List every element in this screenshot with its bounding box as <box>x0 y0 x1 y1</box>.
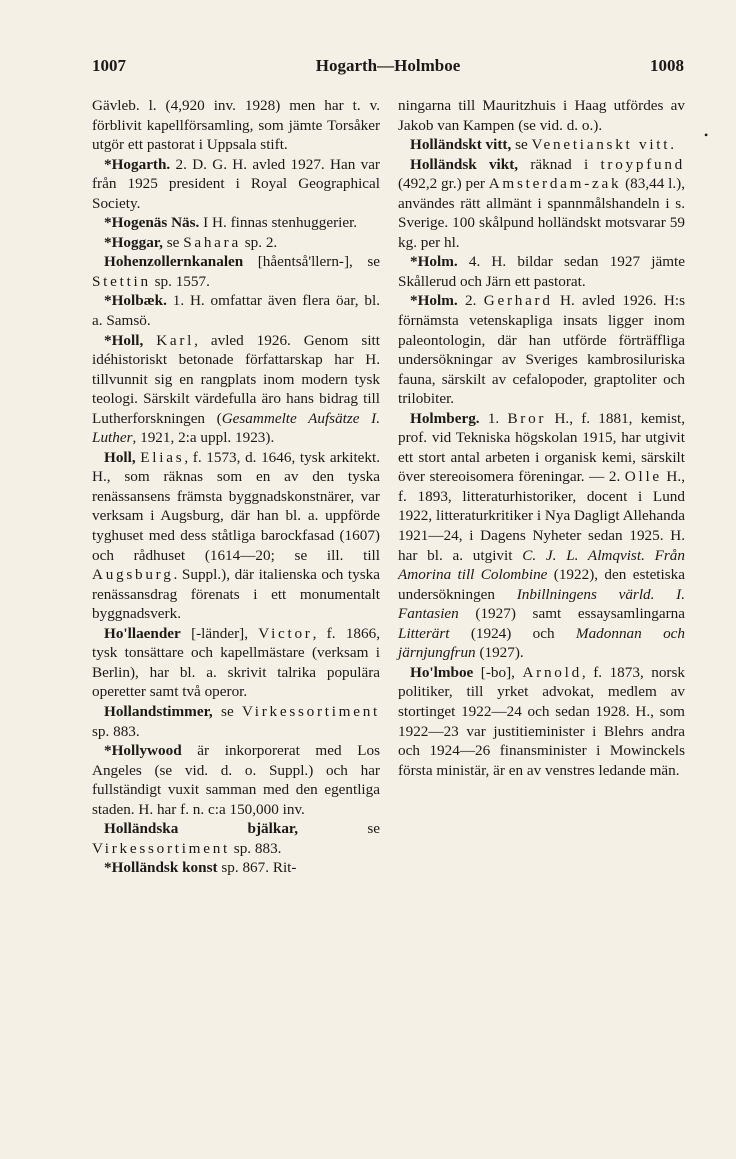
entry-text: Sahara <box>183 233 241 251</box>
entry-text: Gesammelte Aufsätze I. Luther <box>92 409 380 447</box>
entry-text: sp. 883. <box>92 722 140 740</box>
entry-text: se <box>162 233 184 251</box>
entry-headword: Holl, <box>104 448 136 466</box>
entry-text: Karl <box>156 331 195 349</box>
page-number-right: 1008 <box>650 56 684 75</box>
entry-headword: *Hogarth. <box>104 155 171 173</box>
margin-dot: • <box>704 128 709 142</box>
entry-text: se <box>212 702 242 720</box>
dictionary-entry <box>398 663 685 780</box>
entry-text: [-bo], <box>473 663 523 681</box>
dictionary-entry <box>398 291 685 408</box>
entry-text: (83,44 l.), användes rätt allmänt i spannmålshandeln i s. Sverige. 100 skålpund holländskt motsvarar 59 kg. per hl. <box>398 175 685 251</box>
dictionary-entry <box>92 213 380 233</box>
entry-text: , f. 1573, d. 1646, tysk arkitekt. H., som räknas som en av den tyska renässansens främsta byggnadskonstnärer, var verksam i Augsburg, där han bl. a. uppförde tyghuset med dess ståtliga barockfasad (1607) och rådhuset (1614—20; se ill. till <box>92 448 381 564</box>
entry-text: (1927). <box>475 644 524 662</box>
entry-text: , 1921, 2:a uppl. 1923). <box>132 429 275 447</box>
entry-text: är inkorporerat med Los Angeles (se vid. d. o. Suppl.) och har fullständigt vuxit samman med den egentliga staden. H. har f. n. c:a 150,000 inv. <box>92 742 380 818</box>
entry-headword: Holländskt vitt, <box>410 136 512 154</box>
entry-text: C. J. L. Almqvist. Från Amorina till Colombine <box>398 546 685 584</box>
entry-text: Bror <box>507 409 547 427</box>
entry-text: Olle <box>624 468 662 486</box>
entry-headword: Hollandstimmer, <box>104 702 213 720</box>
entry-text: se <box>511 136 532 154</box>
entry-text: Augsburg <box>92 566 174 584</box>
entry-text: Virkessortiment <box>92 839 230 857</box>
entry-text: H. avled 1926. H:s förnämsta vetenskapliga insats ligger inom paleontologin, där han utförde förträffliga undersökningar av Sveriges kambrosiluriska fauna, särskilt av cefalopoder, graptoliter och trilobiter. <box>398 292 685 408</box>
entry-headword: *Holm. <box>410 253 458 271</box>
entry-headword: *Holbæk. <box>104 292 167 310</box>
entry-text: sp. 1557. <box>150 272 210 290</box>
dictionary-entry <box>398 96 685 135</box>
entry-text: 2. <box>457 292 484 310</box>
entry-text: (1922), den estetiska undersökningen <box>398 566 685 603</box>
entry-text: , f. 1873, norsk politiker, till yrket advokat, medlem av stortinget 1922—24 och sedan 1928. H., som 1922—23 var justitieminister i Blehrs andra och 1924—26 finansminister i Mowinckels första ministär, är en av venstres ledande män. <box>398 663 685 779</box>
dictionary-entry <box>92 233 380 253</box>
entry-text: sp. 867. Rit- <box>217 859 297 877</box>
entry-headword: Holländska bjälkar, <box>104 820 299 838</box>
dictionary-entry <box>92 291 380 330</box>
dictionary-entry <box>92 624 380 702</box>
entry-text: Victor <box>258 624 313 642</box>
entry-headword: Ho'lmboe <box>410 663 474 681</box>
entry-text: . <box>670 136 675 154</box>
dictionary-entry <box>398 409 685 663</box>
dictionary-entry <box>92 448 380 624</box>
entry-text: Stettin <box>92 272 151 290</box>
page-number-left: 1007 <box>92 56 126 75</box>
entry-headword: Hohenzollernkanalen <box>104 253 244 271</box>
dictionary-entry <box>92 702 380 741</box>
entry-text: Litterärt <box>398 624 450 642</box>
entry-text: 1. H. omfattar även flera öar, bl. a. Samsö. <box>92 292 380 330</box>
entry-text: Inbillningens värld. I. Fantasien <box>398 585 686 623</box>
entry-text: (1924) och <box>449 624 576 642</box>
entry-text <box>143 332 156 349</box>
entry-text: (492,2 gr.) per <box>398 175 489 193</box>
entry-text: I H. finnas stenhuggerier. <box>199 214 358 232</box>
dictionary-entry <box>92 155 380 214</box>
entry-text: Gerhard <box>483 292 553 310</box>
entry-headword: Holländsk vikt, <box>410 155 519 173</box>
entry-text: troypfund <box>600 155 685 173</box>
entry-text: Amsterdam-zak <box>488 175 622 193</box>
dictionary-entry <box>92 741 380 819</box>
entry-text: , f. 1866, tysk tonsättare och kapellmästare (verksam i Berlin), har bl. a. skrivit talrika populära operetter samt två operor. <box>92 624 380 701</box>
running-title: Hogarth—Holmboe <box>315 56 461 75</box>
right-column <box>398 96 685 780</box>
entry-text: räknad i <box>518 155 601 173</box>
page-header <box>92 56 684 84</box>
entry-text: Madonnan och järnjungfrun <box>398 624 685 662</box>
dictionary-entry <box>92 252 380 291</box>
entry-text: sp. 883. <box>230 839 282 857</box>
entry-text: Elias <box>140 448 185 466</box>
entry-text: [håentså'llern-], se <box>243 253 380 271</box>
entry-text: Arnold <box>522 663 582 681</box>
entry-text: 1. <box>479 409 508 427</box>
entry-text: H., f. 1881, kemist, prof. vid Tekniska högskolan 1915, har utgivit ett stort antal arbeten i organisk kemi, särskilt över stereoisomera föreningar. — 2. <box>398 409 685 486</box>
entry-headword: *Holländsk konst <box>104 859 218 877</box>
entry-headword: *Hogenäs Näs. <box>104 214 200 232</box>
entry-headword: *Holm. <box>410 292 458 310</box>
entry-headword: Holmberg. <box>410 409 480 427</box>
entry-text: sp. 2. <box>240 233 278 251</box>
entry-headword: *Holl, <box>104 331 144 349</box>
dictionary-entry <box>398 252 685 291</box>
entry-headword: *Hollywood <box>104 742 182 760</box>
entry-text: [-länder], <box>180 624 259 642</box>
entry-text: Venetianskt vitt <box>531 136 671 154</box>
entry-text: H., f. 1893, litteraturhistoriker, docent i Lund 1922, litteraturkritiker i Nya Dagligt Allehanda 1921—24, i Dagens Nyheter sedan 1925. H. har bl. a. utgivit <box>398 468 685 564</box>
entry-text: , avled 1926. Genom sitt idéhistoriskt betonade författarskap har H. tillvunnit sig en rangplats inom modern tysk teologi. Särskilt värdefulla äro hans bidrag till Lutherforskningen ( <box>92 331 380 427</box>
dictionary-entry <box>92 858 380 878</box>
entry-text: . Suppl.), där italienska och tyska renässansdrag förenats i ett monumentalt byggnadsverk. <box>92 566 380 623</box>
entry-text: 4. H. bildar sedan 1927 jämte Skållerud och Järn ett pastorat. <box>398 253 685 290</box>
dictionary-entry <box>92 331 380 448</box>
entry-text: (1927) samt essaysamlingarna <box>458 605 685 623</box>
entry-text: Gävleb. l. (4,920 inv. 1928) men har t. v. förblivit kapellförsamling, som jämte Torsåker utgör ett pastorat i Uppsala stift. <box>92 97 380 154</box>
entry-text: 2. D. G. H. avled 1927. Han var från 1925 president i Royal Geographical Society. <box>92 155 380 212</box>
entry-text: Virkessortiment <box>242 702 380 720</box>
entry-headword: Ho'llaender <box>104 624 181 642</box>
dictionary-entry <box>92 96 380 155</box>
dictionary-entry <box>92 819 380 858</box>
dictionary-entry <box>398 155 685 253</box>
left-column <box>92 96 380 878</box>
entry-text: se <box>298 820 380 838</box>
entry-text: ningarna till Mauritzhuis i Haag utfördes av Jakob van Kampen (se vid. d. o.). <box>398 97 685 134</box>
entry-headword: *Hoggar, <box>104 233 163 251</box>
dictionary-entry <box>398 135 685 155</box>
